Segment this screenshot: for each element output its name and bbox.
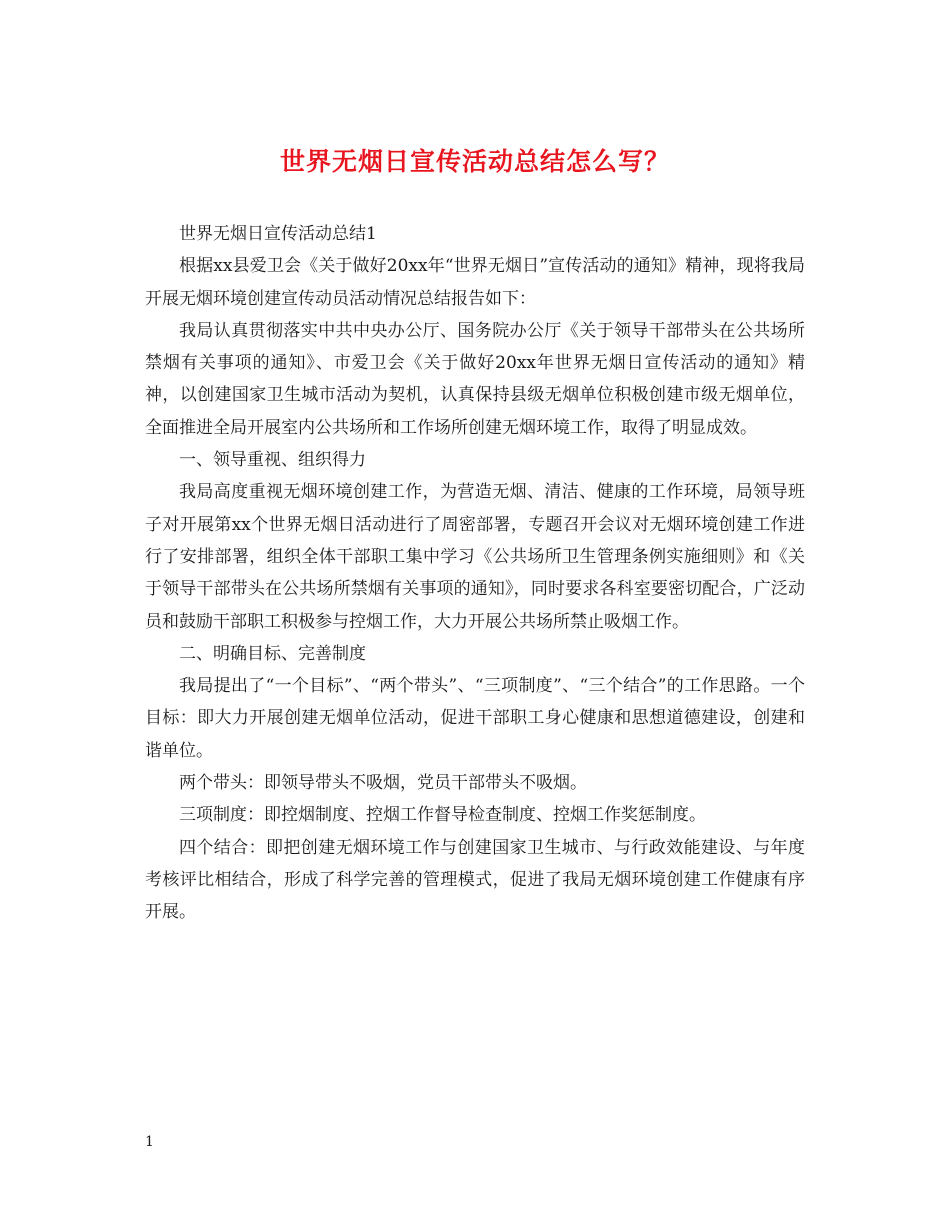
section-heading: 世界无烟日宣传活动总结1 bbox=[179, 224, 377, 244]
paragraph: 三项制度：即控烟制度、控烟工作督导检查制度、控烟工作奖惩制度。 bbox=[179, 805, 706, 826]
page-title: 世界无烟日宣传活动总结怎么写？ bbox=[279, 147, 670, 176]
section-heading: 一、领导重视、组织得力 bbox=[179, 450, 366, 471]
page-number: 1 bbox=[145, 1134, 154, 1150]
paragraph: 我局提出了“一个目标”、“两个带头”、“三项制度”、“三个结合”的工作思路。一个目标：即大力开展创建无烟单位活动，促进干部职工身心健康和思想道德建设，创建和谐单位。 bbox=[145, 676, 805, 761]
paragraph: 四个结合：即把创建无烟环境工作与创建国家卫生城市、与行政效能建设、与年度考核评比相结合，形成了科学完善的管理模式，促进了我局无烟环境创建工作健康有序开展。 bbox=[145, 837, 805, 923]
paragraph: 我局认真贯彻落实中共中央办公厅、国务院办公厅《关于领导干部带头在公共场所禁烟有关事项的通知》、市爱卫会《关于做好20xx年世界无烟日宣传活动的通知》精神，以创建国家卫生城市活动为契机，认真保持县级无烟单位积极创建市级无烟单位，全面推进全局开展室内公共场所和工作场所创建无烟环境工作，取得了明显成效。 bbox=[145, 320, 805, 438]
paragraph: 两个带头：即领导带头不吸烟，党员干部带头不吸烟。 bbox=[179, 773, 587, 794]
document-body bbox=[145, 218, 805, 929]
paragraph: 我局高度重视无烟环境创建工作，为营造无烟、清洁、健康的工作环境，局领导班子对开展第xx个世界无烟日活动进行了周密部署，专题召开会议对无烟环境创建工作进行了安排部署，组织全体干部职工集中学习《公共场所卫生管理条例实施细则》和《关于领导干部带头在公共场所禁烟有关事项的通知》，同时要求各科室要密切配合，广泛动员和鼓励干部职工积极参与控烟工作，大力开展公共场所禁止吸烟工作。 bbox=[145, 482, 805, 632]
section-heading: 二、明确目标、完善制度 bbox=[179, 643, 366, 664]
paragraph: 根据xx县爱卫会《关于做好20xx年“世界无烟日”宣传活动的通知》精神，现将我局开展无烟环境创建宣传动员活动情况总结报告如下： bbox=[145, 256, 805, 309]
